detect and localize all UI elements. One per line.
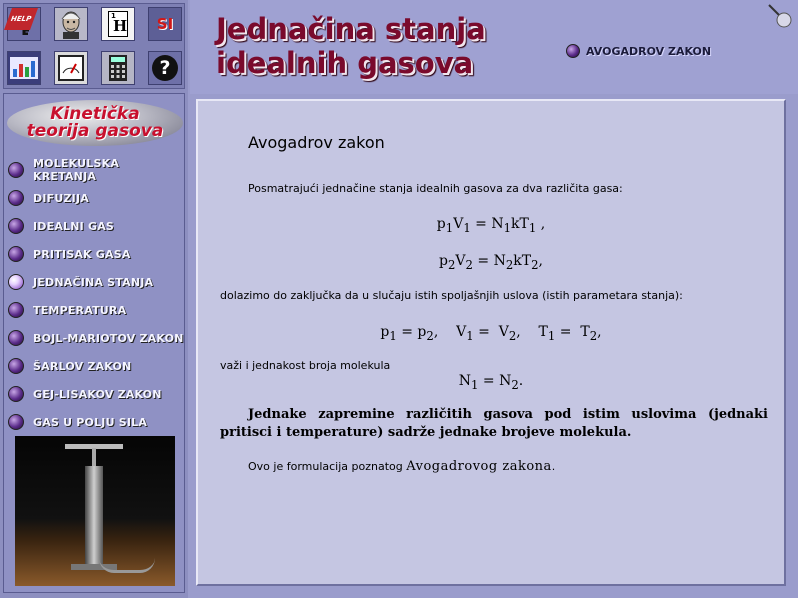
equation-molecule-count: $N_1 = N_2$. — [458, 373, 524, 392]
scientist-button[interactable] — [54, 7, 88, 41]
nav-item-idealni-gas[interactable]: IDEALNI GAS — [8, 212, 184, 240]
bullet-icon — [8, 190, 24, 206]
question-icon: ? — [152, 55, 178, 81]
logo-line-1: Kinetička — [50, 104, 140, 124]
also-text: važi i jednakost broja molekula — [220, 359, 391, 372]
nav-item-molekulska-kretanja[interactable]: MOLEKULSKA KRETANJA — [8, 156, 184, 184]
equation-equal-parameters: $p_1 = p_2$, $V_1 = V_2$, $T_1 = T_2$, — [380, 324, 602, 343]
section-breadcrumb[interactable] — [566, 44, 711, 58]
bullet-icon — [8, 218, 24, 234]
left-column — [0, 0, 188, 598]
nav-item-gas-u-polju-sila[interactable]: GAS U POLJU SILA — [8, 408, 184, 436]
bullet-icon — [8, 302, 24, 318]
nav-item-jednacina-stanja[interactable]: JEDNAČINA STANJA — [8, 268, 184, 296]
law-name: Avogadrovog zakona — [406, 459, 552, 474]
nav-item-bojl-mariotov-zakon[interactable]: BOJL-MARIOTOV ZAKON — [8, 324, 184, 352]
bullet-icon — [8, 162, 24, 178]
bullet-icon — [8, 386, 24, 402]
equation-gas-1: $p_1V_1 = N_1kT_1$ , — [436, 216, 546, 235]
nav-item-temperatura[interactable]: TEMPERATURA — [8, 296, 184, 324]
scientist-portrait-icon — [58, 9, 84, 39]
nav-list — [8, 156, 184, 436]
logo-line-2: teorija gasova — [26, 121, 164, 141]
title-line-2: idealnih gasova — [216, 46, 474, 80]
atomic-number: 1 — [111, 12, 116, 20]
calculator-icon — [108, 54, 128, 82]
toolbar — [3, 3, 185, 89]
logo-kineticka-teorija[interactable] — [7, 100, 183, 146]
bullet-icon — [8, 246, 24, 262]
pushpin-icon — [766, 2, 794, 30]
pump-hose — [99, 558, 155, 573]
title-line-1: Jednačina stanja — [216, 12, 486, 46]
bullet-icon — [566, 44, 580, 58]
periodic-element-icon — [108, 11, 128, 37]
topic-navigation — [3, 93, 185, 593]
periodic-table-button[interactable] — [101, 7, 135, 41]
help-button[interactable] — [148, 51, 182, 85]
intro-text: Posmatrajući jednačine stanja idealnih gasova za dva različita gasa: — [248, 182, 623, 195]
si-units-button[interactable] — [148, 7, 182, 41]
nav-item-sarlov-zakon[interactable]: ŠARLOV ZAKON — [8, 352, 184, 380]
active-bullet-icon — [8, 274, 24, 290]
bicycle-pump-image — [15, 436, 175, 586]
help-badge[interactable]: HELP — [4, 8, 38, 30]
pump-rod — [92, 448, 96, 468]
bullet-icon — [8, 358, 24, 374]
calculator-button[interactable] — [101, 51, 135, 85]
chart-button[interactable] — [7, 51, 41, 85]
nav-item-gej-lisakov-zakon[interactable]: GEJ-LISAKOV ZAKON — [8, 380, 184, 408]
conclusion-text: dolazimo do zaključka da u slučaju istih spoljašnjih uslova (istih parametara stanja): — [220, 289, 683, 302]
pump-cylinder — [85, 466, 103, 566]
avogadro-statement: Jednake zapremine različitih gasova pod istim uslovima (jednaki pritisci i temperature) sadrže jednake brojeve molekula. — [220, 407, 768, 440]
chart-icon — [10, 57, 38, 79]
page-header — [190, 0, 798, 94]
meter-button[interactable] — [54, 51, 88, 85]
nav-item-difuzija[interactable]: DIFUZIJA — [8, 184, 184, 212]
bullet-icon — [8, 330, 24, 346]
nav-item-pritisak-gasa[interactable]: PRITISAK GASA — [8, 240, 184, 268]
equation-gas-2: $p_2V_2 = N_2kT_2$, — [439, 253, 543, 272]
content-panel — [196, 99, 786, 586]
element-symbol: H — [113, 17, 128, 35]
content-heading: Avogadrov zakon — [248, 133, 385, 152]
si-label: SI — [156, 15, 174, 33]
page-title — [216, 12, 486, 80]
bullet-icon — [8, 414, 24, 430]
key-button[interactable] — [7, 7, 41, 41]
breadcrumb-label: AVOGADROV ZAKON — [586, 44, 712, 58]
final-sentence: Ovo je formulacija poznatog Avogadrovog zakona. — [248, 459, 556, 474]
gauge-icon — [58, 55, 84, 81]
